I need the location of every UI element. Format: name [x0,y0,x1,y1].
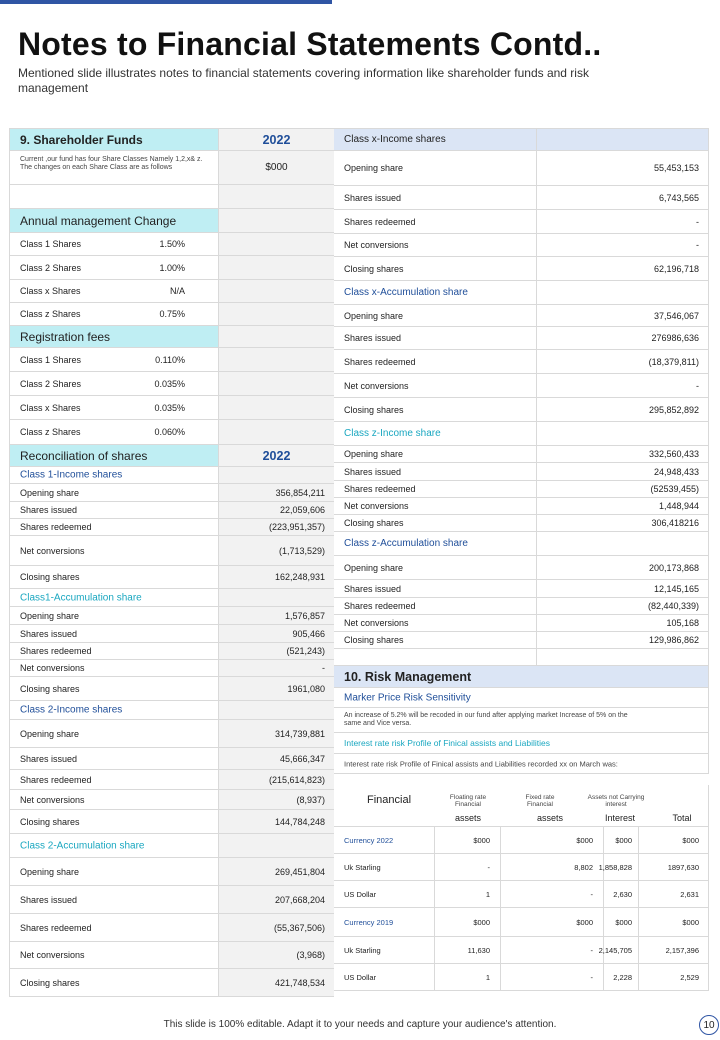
table-row [334,854,708,881]
reconciliation-title: Reconciliation of shares [20,448,148,463]
table-row [334,908,708,937]
table-row [9,942,334,969]
row-label: Class 2 Shares [20,262,82,273]
col1-top: Floating rate Financial [449,794,487,808]
registration-title: Registration fees [20,329,111,344]
row-label: Net conversions [344,240,409,250]
row-label: Class x Shares [20,286,81,296]
reconciliation-header [9,445,334,467]
row-value: 905,466 [292,628,325,639]
table-row [9,969,334,997]
row-label: Shares issued [344,192,402,203]
classz-accum-header [334,532,709,556]
table-row [334,305,709,327]
row-label: Class 2 Shares [20,378,82,389]
row-value: 105,168 [666,618,699,628]
row-value: $000 [576,917,593,927]
row-value: 1 [485,972,490,982]
registration-header [9,326,334,348]
table-row [9,720,334,748]
row-label: Net conversions [20,794,85,805]
row-label: Opening share [344,310,404,321]
table-row [9,484,334,502]
table-row [334,964,708,991]
row-value: (55,367,506) [273,922,325,933]
table-row [334,327,709,350]
classz-income-title: Class z-Income share [344,428,441,439]
classz-accum-title: Class z-Accumulation share [344,538,468,549]
row-value: - [696,240,699,250]
row-label: Shares redeemed [344,356,416,367]
table-row [334,463,709,481]
reconciliation-year: 2022 [262,448,291,463]
row-value: 129,986,862 [648,635,699,645]
row-value: $000 [682,835,699,845]
col2-bottom: assets [536,813,563,823]
row-value: 37,546,067 [653,310,699,321]
row-value: (521,243) [286,646,325,656]
table-row [334,580,709,598]
table-row [9,396,334,420]
row-value: 8,802 [574,862,593,872]
row-value: $000 [615,835,632,845]
class2-income-header [9,701,334,720]
table-row [334,257,709,281]
col2-top: Fixed rate Financial [525,794,555,808]
table-row [9,790,334,810]
row-value: 1.00% [159,262,185,273]
row-value: $000 [473,917,490,927]
table-row [9,660,334,677]
interest-rate-table [334,785,709,991]
table-row [9,625,334,643]
row-label: Shares redeemed [20,922,92,933]
row-label: Shares redeemed [344,216,416,227]
table-row [9,858,334,886]
row-label: Class x Shares [20,402,81,413]
row-label: Net conversions [344,501,409,511]
class1-income-title: Class 1-Income shares [20,469,123,481]
top-accent-bar [0,0,332,4]
shareholder-funds-description: Current ,our fund has four Share Classes Namely 1,2,x& z. The changes on each Share Class are as follows [20,156,203,171]
row-label: Shares issued [20,894,78,905]
row-value: 1.50% [159,239,185,249]
table-row [9,348,334,372]
interest-title: Interest rate risk Profile of Finical assists and Liabilities [344,738,550,748]
row-value: 1 [485,889,490,899]
row-value: - [590,889,593,899]
row-value: 314,739,881 [274,728,325,739]
table-row [9,770,334,790]
row-label: Shares redeemed [20,646,92,656]
table-row [9,256,334,280]
row-value: (1,713,529) [278,545,325,556]
shareholder-funds-header [9,129,334,151]
table-row [334,210,709,234]
row-label: Closing shares [344,263,404,274]
right-panel [334,128,709,774]
table-row [334,186,709,210]
row-label: US Dollar [344,972,377,982]
row-label: Shares redeemed [20,522,92,532]
annual-mgmt-header [9,209,334,233]
row-label: Class 1 Shares [20,239,82,249]
row-value: 269,451,804 [274,866,325,877]
table-row [9,607,334,625]
row-label: Shares issued [344,466,402,477]
row-value: 0.75% [159,309,185,319]
row-value: 276986,636 [651,333,699,343]
table-row [334,632,709,649]
interest-note: Interest rate risk Profile of Finical assists and Liabilities recorded xx on March was: [344,759,618,768]
table-row [334,398,709,422]
row-label: US Dollar [344,889,377,899]
row-value: 421,748,534 [274,977,325,988]
classx-accum-header [334,281,709,305]
row-value: 2,630 [613,889,632,899]
table-row [9,914,334,942]
row-value: - [487,862,490,872]
row-label: Closing shares [344,518,404,528]
row-value: 162,248,931 [274,572,325,582]
row-value: 11,630 [467,945,490,955]
sensitivity-title: Marker Price Risk Sensitivity [344,692,471,703]
col4: Total [672,813,692,823]
row-value: 1,448,944 [658,501,699,511]
table-row [9,810,334,834]
table-row [334,556,709,580]
table-row [334,827,708,854]
row-value: $000 [473,835,490,845]
row-label: Shares issued [20,753,78,764]
table-row [9,677,334,701]
row-value: (3,968) [296,950,325,960]
row-value: 55,453,153 [653,163,699,173]
row-value: 295,852,892 [648,404,699,415]
row-value: (223,951,357) [268,522,325,532]
row-label: Uk Starling [344,945,381,955]
row-value: $000 [682,917,699,927]
row-label: Shares issued [344,333,402,343]
row-value: 2,529 [680,972,699,982]
row-label: Uk Starling [344,862,381,872]
classx-income-header [334,129,709,151]
table-row [334,350,709,374]
row-label: Shares issued [20,505,78,515]
row-label: Class z Shares [20,309,81,319]
row-value: 1961,080 [287,683,325,694]
classz-income-header [334,422,709,446]
class2-income-title: Class 2-Income shares [20,704,123,716]
row-value: - [696,380,699,391]
table-row [334,234,709,257]
row-label: Opening share [344,163,404,173]
row-value: $000 [615,917,632,927]
classx-accum-title: Class x-Accumulation share [344,287,468,298]
row-label: Opening share [20,866,80,877]
row-label: Currency 2022 [344,835,394,845]
row-label: Opening share [344,562,404,573]
table-row [334,498,709,515]
col3-top: Assets not Carrying interest [587,794,645,808]
row-label: Shares redeemed [344,601,416,611]
row-value: 62,196,718 [653,263,699,274]
row-value: 306,418216 [651,518,699,528]
page-subtitle: Mentioned slide illustrates notes to financial statements covering information like shareholder funds and risk management [18,66,589,95]
row-label: Net conversions [20,663,85,673]
row-value: 0.110% [155,354,185,365]
risk-management-header: 10. Risk Management [334,666,709,688]
row-value: 332,560,433 [648,449,699,459]
row-label: Opening share [20,487,80,498]
table-row [334,515,709,532]
table-row [9,519,334,536]
row-label: Net conversions [20,950,85,960]
sensitivity-note-row [334,708,709,733]
table-row [9,502,334,519]
classx-income-title: Class x-Income shares [344,134,446,145]
table-row [9,566,334,589]
class1-accum-title: Class1-Accumulation share [20,592,142,603]
table-row [9,303,334,326]
row-value: 6,743,565 [658,192,699,203]
row-label: Shares issued [344,583,402,594]
class2-accum-title: Class 2-Accumulation share [20,840,145,851]
row-label: Closing shares [344,404,404,415]
table-row [9,420,334,445]
row-label: Opening share [344,449,404,459]
table-row [9,372,334,396]
row-label: Closing shares [20,683,80,694]
row-label: Class z Shares [20,427,81,437]
row-value: 12,145,165 [653,583,699,594]
row-value: 2,228 [613,972,632,982]
row-label: Shares issued [20,628,78,639]
row-label: Closing shares [20,572,80,582]
row-value: N/A [169,286,185,296]
row-value: 0.035% [154,378,185,389]
interest-table-header [334,785,708,827]
shareholder-funds-year: 2022 [262,132,291,147]
class2-accum-header [9,834,334,858]
footer-text: This slide is 100% editable. Adapt it to your needs and capture your audience's attention. [163,1019,557,1030]
row-value: (82,440,339) [647,601,699,611]
row-value: 200,173,868 [648,562,699,573]
row-label: Shares redeemed [20,774,92,785]
table-row [334,151,709,186]
row-label: Opening share [20,728,80,739]
left-panel [9,128,334,997]
shareholder-funds-title: 9. Shareholder Funds [20,132,143,147]
row-label: Opening share [20,610,80,621]
table-row [334,446,709,463]
row-value: 1,576,857 [284,610,325,621]
row-value: (215,614,823) [268,774,325,785]
page-number: 10 [699,1015,719,1035]
row-value: - [590,945,593,955]
class1-accum-header [9,589,334,607]
row-value: 0.060% [154,427,185,437]
row-value: (8,937) [296,794,325,805]
col1-bottom: assets [454,813,481,823]
row-label: Class 1 Shares [20,354,82,365]
table-row [334,937,708,964]
row-value: $000 [576,835,593,845]
interest-note-row [334,754,709,774]
sensitivity-note: An increase of 5.2% will be recoded in our fund after applying market Increase of 5% on the same and Vice versa. [344,712,628,727]
row-label: Net conversions [20,545,85,556]
shareholder-funds-unit: $000 [265,162,288,173]
interest-title-row [334,733,709,754]
sensitivity-title-row [334,688,709,708]
table-row [334,481,709,498]
table-row [9,748,334,770]
spacer-row [9,185,334,209]
row-value: 22,059,606 [279,505,325,515]
row-label: Closing shares [20,977,80,988]
row-label: Closing shares [20,816,80,827]
annual-mgmt-title: Annual management Change [20,213,177,228]
table-row [334,374,709,398]
row-value: 2,631 [680,889,699,899]
row-value: 2,157,396 [665,945,699,955]
row-value: 24,948,433 [653,466,699,477]
table-row [9,643,334,660]
table-row [9,886,334,914]
table-row [334,615,709,632]
row-value: 0.035% [154,402,185,413]
row-value: 207,668,204 [274,894,325,905]
row-value: 1897,630 [667,862,699,872]
table-row [9,233,334,256]
table-row [9,280,334,303]
table-row [9,536,334,566]
shareholder-funds-description-row [9,151,334,185]
page-title: Notes to Financial Statements Contd.. [18,26,602,62]
row-value: 2,145,705 [598,945,632,955]
row-label: Closing shares [344,635,404,645]
class1-income-header [9,467,334,484]
row-label: Net conversions [344,380,409,391]
col3-bottom: Interest [604,813,635,823]
row-value: - [696,216,699,227]
row-value: (18,379,811) [648,356,699,367]
row-value: 1,858,828 [598,862,632,872]
row-label: Net conversions [344,618,409,628]
row-label: Currency 2019 [344,917,394,927]
row-value: - [322,663,325,673]
col-financial: Financial [367,794,412,806]
spacer-row [334,649,709,666]
row-value: (52539,455) [650,484,699,494]
row-value: 144,784,248 [274,816,325,827]
row-label: Shares redeemed [344,484,416,494]
table-row [334,598,709,615]
row-value: - [590,972,593,982]
row-value: 45,666,347 [279,753,325,764]
table-row [334,881,708,908]
row-value: 356,854,211 [275,487,325,498]
